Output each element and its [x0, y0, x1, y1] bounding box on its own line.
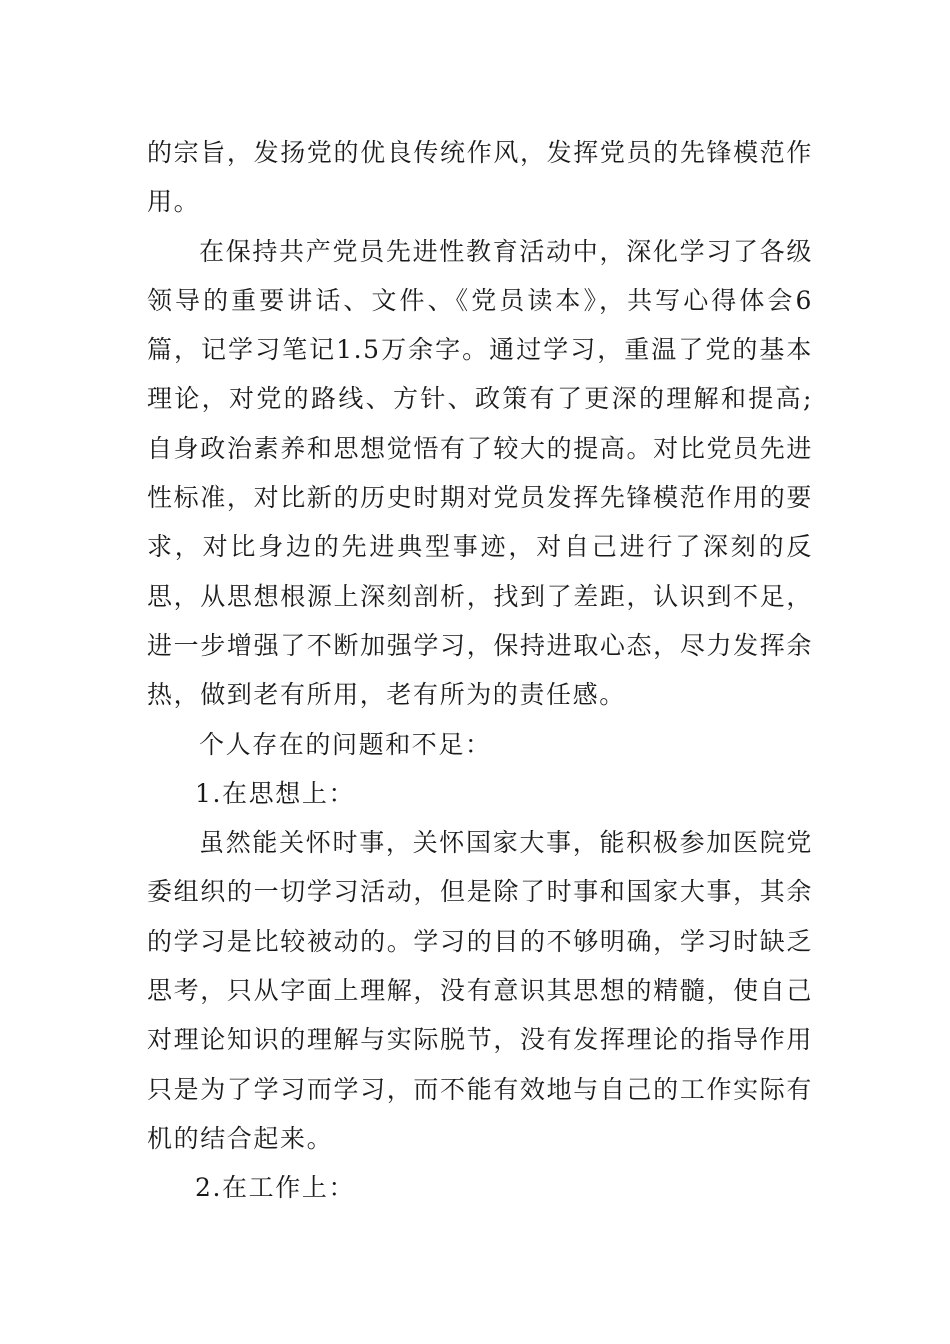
document-body	[147, 128, 813, 1213]
list-item-thought: 1.在思想上：	[195, 778, 356, 808]
paragraph-continuation: 的宗旨，发扬党的优良传统作风，发挥党员的先锋模范作用。	[147, 138, 813, 217]
paragraph-study-summary: 在保持共产党员先进性教育活动中，深化学习了各级领导的重要讲话、文件、《党员读本》，共写心得体会6篇，记学习笔记1.5万余字。通过学习，重温了党的基本理论，对党的路线、方针、政策有了更深的理解和提高;自身政治素养和思想觉悟有了较大的提高。对比党员先进性标准，对比新的历史时期对党员发挥先锋模范作用的要求，对比身边的先进典型事迹，对自己进行了深刻的反思，从思想根源上深刻剖析，找到了差距，认识到不足，进一步增强了不断加强学习，保持进取心态，尽力发挥余热，做到老有所用，老有所为的责任感。	[147, 236, 813, 710]
paragraph-thought-detail: 虽然能关怀时事，关怀国家大事，能积极参加医院党委组织的一切学习活动，但是除了时事和国家大事，其余的学习是比较被动的。学习的目的不够明确，学习时缺乏思考，只从字面上理解，没有意识其思想的精髓，使自己对理论知识的理解与实际脱节，没有发挥理论的指导作用只是为了学习而学习，而不能有效地与自己的工作实际有机的结合起来。	[147, 828, 813, 1153]
list-item-work: 2.在工作上：	[195, 1173, 356, 1203]
section-heading-problems: 个人存在的问题和不足：	[199, 729, 492, 759]
